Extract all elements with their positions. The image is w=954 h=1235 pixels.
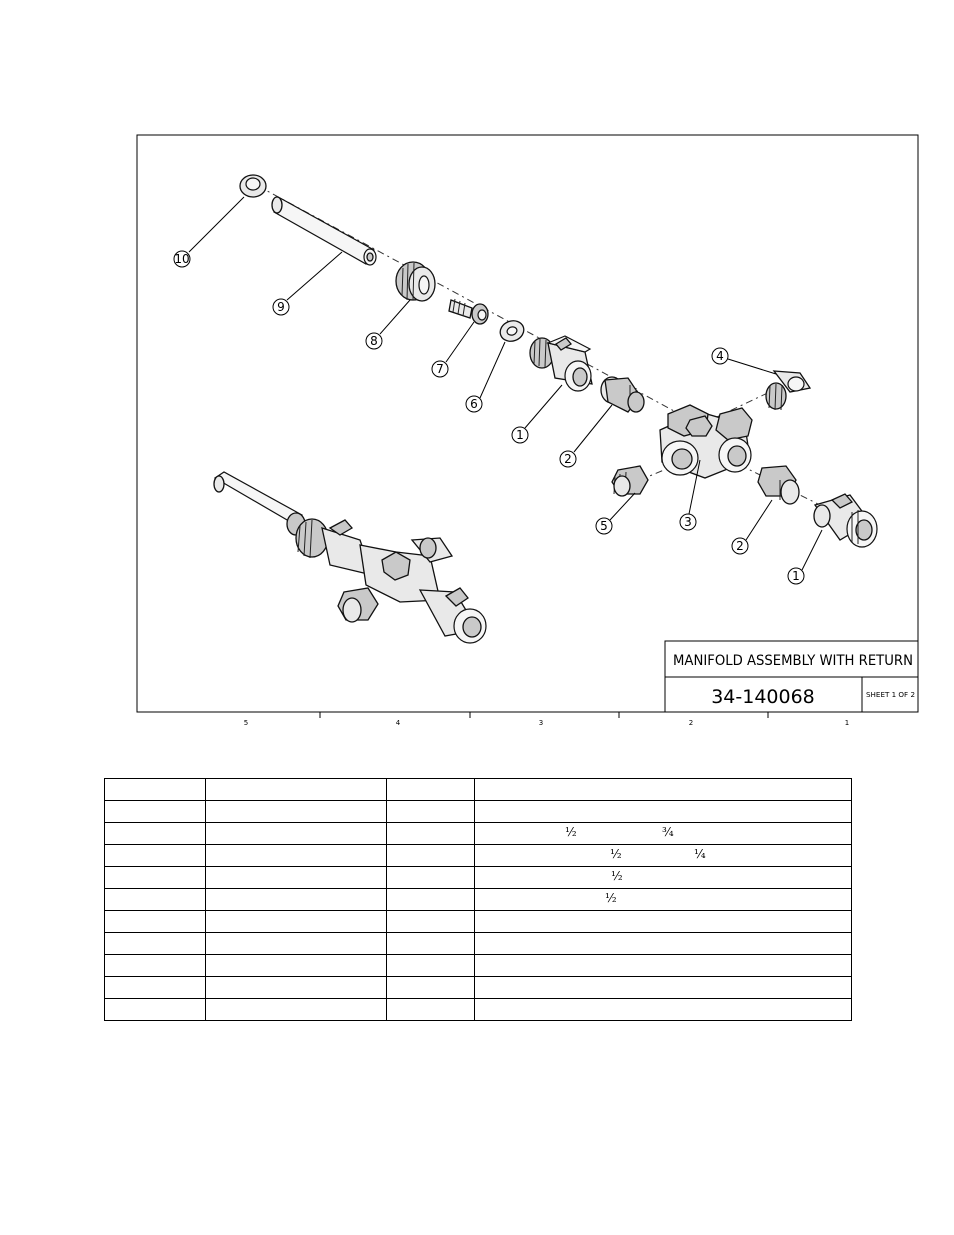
balloon-1-upper xyxy=(512,427,528,443)
table-cell xyxy=(475,889,852,911)
balloon-7 xyxy=(432,361,448,377)
part-1-ball-valve-upper xyxy=(530,336,592,391)
part-7-barb-fitting xyxy=(449,299,488,324)
table-cell xyxy=(387,911,475,933)
zone-label-2: 2 xyxy=(688,719,694,727)
svg-text:1: 1 xyxy=(792,569,800,583)
title-block xyxy=(665,641,918,712)
table-cell xyxy=(105,845,206,867)
part-5-nipple xyxy=(612,466,648,496)
table-row xyxy=(105,801,852,823)
table-cell xyxy=(475,867,852,889)
fraction: ¼ xyxy=(694,847,706,861)
table-cell xyxy=(387,779,475,801)
table-row xyxy=(105,999,852,1021)
svg-text:4: 4 xyxy=(716,349,724,363)
table-cell xyxy=(387,823,475,845)
table-cell xyxy=(475,933,852,955)
balloon-9 xyxy=(273,299,289,315)
balloon-1-lower xyxy=(788,568,804,584)
table-cell xyxy=(206,845,387,867)
part-3-manifold-body xyxy=(660,405,752,478)
table-row xyxy=(105,955,852,977)
balloon-2-upper xyxy=(560,451,576,467)
table-cell xyxy=(105,933,206,955)
table-cell xyxy=(475,999,852,1021)
table-row xyxy=(105,977,852,999)
table-row xyxy=(105,845,852,867)
svg-text:2: 2 xyxy=(736,539,744,553)
balloon-4 xyxy=(712,348,728,364)
table-row xyxy=(105,867,852,889)
svg-text:10: 10 xyxy=(174,252,190,266)
part-8-coupling-nut xyxy=(396,262,435,301)
svg-text:5: 5 xyxy=(600,519,608,533)
table-cell xyxy=(475,779,852,801)
table-cell xyxy=(206,867,387,889)
svg-text:6: 6 xyxy=(470,397,478,411)
table-row xyxy=(105,823,852,845)
svg-text:3: 3 xyxy=(684,515,692,529)
part-10-hex-nut xyxy=(240,175,266,197)
zone-label-3: 3 xyxy=(538,719,544,727)
table-cell xyxy=(105,911,206,933)
sheet-number: SHEET 1 OF 2 xyxy=(866,691,915,699)
table-cell xyxy=(206,823,387,845)
table-cell xyxy=(475,801,852,823)
part-2-hex-nipple-lower xyxy=(758,466,799,504)
svg-text:9: 9 xyxy=(277,300,285,314)
table-cell xyxy=(105,823,206,845)
table-cell xyxy=(387,977,475,999)
table-cell xyxy=(206,911,387,933)
table-cell xyxy=(206,801,387,823)
drawing-border xyxy=(137,135,918,712)
table-cell xyxy=(105,999,206,1021)
balloon-8 xyxy=(366,333,382,349)
table-row xyxy=(105,889,852,911)
table-row xyxy=(105,911,852,933)
table-cell xyxy=(387,999,475,1021)
part-4-elbow-fitting xyxy=(766,371,810,410)
table-cell xyxy=(206,977,387,999)
table-cell xyxy=(475,977,852,999)
table-cell xyxy=(387,867,475,889)
table-cell xyxy=(475,845,852,867)
assembled-manifold-view xyxy=(214,472,486,643)
table-cell xyxy=(105,801,206,823)
table-cell xyxy=(105,955,206,977)
table-cell xyxy=(475,823,852,845)
table-cell xyxy=(475,955,852,977)
table-cell xyxy=(105,867,206,889)
balloon-5 xyxy=(596,518,612,534)
fraction: ¾ xyxy=(662,825,674,839)
zone-label-1: 1 xyxy=(844,719,850,727)
table-cell xyxy=(206,999,387,1021)
balloon-3 xyxy=(680,514,696,530)
table-row xyxy=(105,933,852,955)
fraction: ½ xyxy=(605,891,617,905)
part-2-hex-nipple-upper xyxy=(601,377,644,412)
balloon-10 xyxy=(174,251,190,267)
svg-text:1: 1 xyxy=(516,428,524,442)
fraction: ½ xyxy=(611,869,623,883)
part-9-tube xyxy=(272,197,376,265)
parts-list-table xyxy=(104,778,852,1021)
part-1-ball-valve-lower xyxy=(814,494,877,547)
table-cell xyxy=(387,889,475,911)
table-cell xyxy=(105,977,206,999)
table-cell xyxy=(206,955,387,977)
table-cell xyxy=(387,955,475,977)
table-cell xyxy=(206,779,387,801)
table-cell xyxy=(475,911,852,933)
svg-text:7: 7 xyxy=(436,362,444,376)
table-cell xyxy=(387,933,475,955)
table-cell xyxy=(387,845,475,867)
table-cell xyxy=(105,889,206,911)
fraction: ½ xyxy=(610,847,622,861)
part-6-washer xyxy=(497,317,526,344)
table-cell xyxy=(206,889,387,911)
svg-text:8: 8 xyxy=(370,334,378,348)
drawing-title: MANIFOLD ASSEMBLY WITH RETURN xyxy=(673,653,913,669)
table-cell xyxy=(105,779,206,801)
zone-label-4: 4 xyxy=(395,719,401,727)
table-row xyxy=(105,779,852,801)
zone-markers xyxy=(244,712,849,727)
zone-label-5: 5 xyxy=(243,719,249,727)
balloon-2-lower xyxy=(732,538,748,554)
drawing-number: 34-140068 xyxy=(711,686,815,708)
fraction: ½ xyxy=(565,825,577,839)
table-cell xyxy=(206,933,387,955)
balloon-6 xyxy=(466,396,482,412)
svg-text:2: 2 xyxy=(564,452,572,466)
table-cell xyxy=(387,801,475,823)
